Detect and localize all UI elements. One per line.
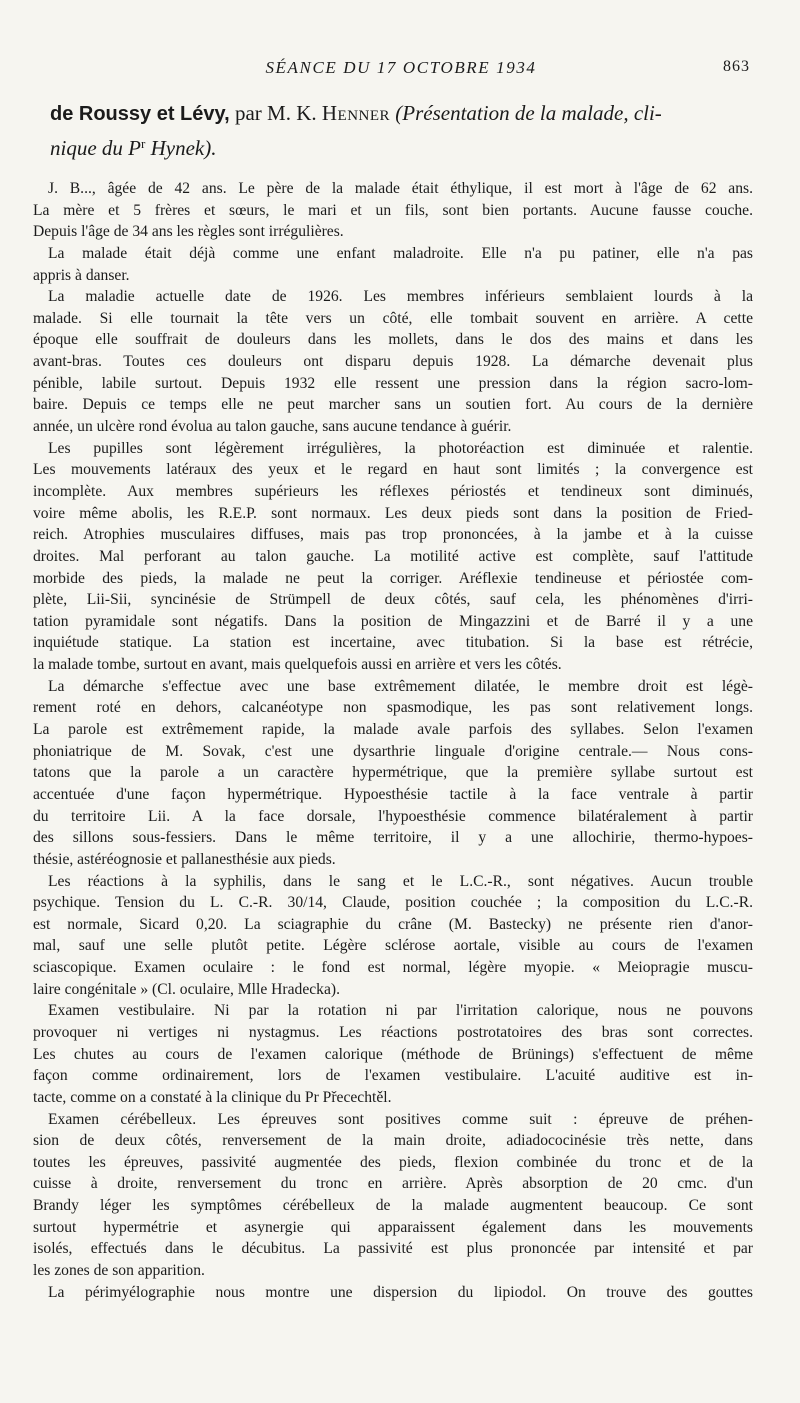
- text-line: J. B..., âgée de 42 ans. Le père de la malade était éthylique, il est mort à l'âge de 62 ans.: [48, 180, 753, 197]
- text-line: La mère et 5 frères et sœurs, le mari et un fils, sont bien portants. Aucune fausse couche.: [33, 201, 753, 219]
- text-line: toutes les épreuves, passivité augmentée des pieds, flexion combinée du tronc et de la: [33, 1153, 753, 1171]
- text-line: laire congénitale » (Cl. oculaire, Mlle Hradecka).: [33, 980, 340, 998]
- text-line: baire. Depuis ce temps elle ne peut marcher sans un soutien fort. Au cours de la dernière: [33, 396, 753, 414]
- text-line: la malade tombe, surtout en avant, mais quelquefois aussi en arrière et vers les côtés.: [33, 656, 562, 674]
- text-line: malade. Si elle tournait la tête vers un côté, elle tombait souvent en arrière. A cette: [33, 309, 753, 327]
- text-line: psychique. Tension du L. C.-R. 30/14, Claude, position couchée ; la composition du L.C.-R.: [33, 894, 753, 912]
- text-line: mal, sauf une selle plutôt petite. Légère sclérose aortale, visible au cours de l'examen: [33, 937, 753, 955]
- text-line: La périmyélographie nous montre une dispersion du lipiodol. On trouve des gouttes: [48, 1283, 753, 1301]
- text-line: cuisse à droite, renversement du tronc en arrière. Après absorption de 20 cmc. d'un: [33, 1175, 753, 1193]
- text-line: La maladie actuelle date de 1926. Les membres inférieurs semblaient lourds à la: [48, 288, 753, 306]
- text-line: accentuée d'une façon hypermétrique. Hypoesthésie tactile à la face ventrale à partir: [33, 785, 753, 803]
- text-line: Les chutes au cours de l'examen calorique (méthode de Brünings) s'effectuent de même: [33, 1045, 753, 1063]
- text-line: reich. Atrophies musculaires diffuses, mais pas trop prononcées, à la jambe et à la cuisse: [33, 526, 753, 544]
- text-line: sion de deux côtés, renversement de la main droite, adiadococinésie très nette, dans: [33, 1132, 753, 1150]
- text-line: Examen cérébelleux. Les épreuves sont positives comme suit : épreuve de préhen-: [48, 1110, 753, 1128]
- text-line: Examen vestibulaire. Ni par la rotation ni par l'irritation calorique, nous ne pouvons: [48, 1002, 753, 1020]
- text-line: année, un ulcère rond évolua au talon gauche, sans aucune tendance à guérir.: [33, 418, 512, 436]
- text-line: avant-bras. Toutes ces douleurs ont disparu depuis 1928. La démarche devenait plus: [33, 353, 753, 371]
- text-line: thésie, astéréognosie et pallanesthésie aux pieds.: [33, 850, 336, 868]
- text-line: provoquer ni vertiges ni nystagmus. Les réactions postrotatoires des bras sont correctes.: [33, 1023, 753, 1041]
- text-line: du territoire Lii. A la face dorsale, l'hypoesthésie commence bilatéralement à partir: [33, 807, 753, 825]
- running-head-title: SÉANCE DU 17 OCTOBRE 1934: [265, 58, 537, 77]
- title-italic-2: nique du P: [50, 136, 141, 160]
- article-title: [50, 99, 752, 163]
- text-line: La démarche s'effectue avec une base extrêmement dilatée, le membre droit est légè-: [48, 677, 753, 695]
- text-line: inquiétude statique. La station est incertaine, avec titubation. Si la base est rétrécie,: [33, 634, 753, 652]
- text-line: Brandy léger les symptômes cérébelleux de la malade augmentent beaucoup. Ce sont: [33, 1197, 753, 1215]
- text-line: Les mouvements latéraux des yeux et le regard en haut sont limités ; la convergence est: [33, 461, 753, 479]
- title-by: par M. K.: [229, 101, 322, 125]
- article-body: [33, 178, 753, 1303]
- running-head: [52, 58, 750, 82]
- text-line: appris à danser.: [33, 266, 130, 284]
- title-superscript: r: [140, 136, 146, 151]
- text-line: tatons que la parole a un caractère hypermétrique, que la première syllabe surtout est: [33, 764, 753, 782]
- text-line: des sillons sous-fessiers. Dans le même territoire, il y a une allochirie, thermo-hypoes-: [33, 829, 753, 847]
- text-line: est normale, Sicard 0,20. La sciagraphie du crâne (M. Bastecky) ne présente rien d'anor-: [33, 915, 753, 933]
- title-presenter: Henner: [321, 101, 391, 125]
- text-line: Les réactions à la syphilis, dans le sang et le L.C.-R., sont négatives. Aucun trouble: [48, 872, 753, 890]
- text-line: voire même abolis, les R.E.P. sont normaux. Les deux pieds sont dans la position de Fried-: [33, 504, 753, 522]
- text-line: Les pupilles sont légèrement irrégulières, la photoréaction est diminuée et ralentie.: [48, 439, 753, 457]
- text-line: façon comme ordinairement, lors de l'examen vestibulaire. L'acuité auditive est in-: [33, 1067, 753, 1085]
- text-line: époque elle souffrait de douleurs dans les mollets, dans le dos des mains et dans les: [33, 331, 753, 349]
- text-line: La malade était déjà comme une enfant maladroite. Elle n'a pu patiner, elle n'a pas: [48, 244, 753, 262]
- text-line: pénible, labile surtout. Depuis 1932 elle ressent une pression dans la région sacro-lom-: [33, 374, 753, 392]
- text-line: sciascopique. Examen oculaire : le fond est normal, légère myopie. « Meiopragie muscu-: [33, 959, 753, 977]
- text-line: morbide des pieds, la malade ne peut la corriger. Aréflexie tendineuse et périostée com-: [33, 569, 753, 587]
- text-line: incomplète. Aux membres supérieurs les réflexes périostés et tendineux sont diminués,: [33, 482, 753, 500]
- text-line: rement roté en dehors, calcanéotype non spasmodique, les pas sont relativement longs.: [33, 699, 753, 717]
- text-line: plète, Lii-Sii, syncinésie de Strümpell de deux côtés, sauf cela, les phénomènes d'irri-: [33, 591, 753, 609]
- text-line: La parole est extrêmement rapide, la malade avale parfois des syllabes. Selon l'examen: [33, 721, 753, 739]
- title-italic-3: Hynek).: [145, 136, 217, 160]
- text-line: phoniatrique de M. Sovak, c'est une dysarthrie linguale d'origine centrale.— Nous cons-: [33, 742, 753, 760]
- title-italic-1: (Présentation de la malade, cli-: [390, 101, 662, 125]
- text-line: isolés, effectués dans le décubitus. La passivité est plus prononcée par intensité et par: [33, 1240, 753, 1258]
- text-line: droites. Mal perforant au talon gauche. La motilité active est complète, sauf l'attitude: [33, 547, 753, 565]
- text-line: Depuis l'âge de 34 ans les règles sont irrégulières.: [33, 223, 344, 241]
- text-line: tacte, comme on a constaté à la clinique du Pr Přecechtěl.: [33, 1088, 392, 1106]
- page-number: 863: [723, 58, 750, 75]
- text-line: tation pyramidale sont négatifs. Dans la position de Mingazzini et de Barré il y a une: [33, 612, 753, 630]
- title-authors: de Roussy et Lévy,: [50, 103, 230, 125]
- text-line: les zones de son apparition.: [33, 1262, 205, 1280]
- text-line: surtout hypermétrie et asynergie qui apparaissent également dans les mouvements: [33, 1218, 753, 1236]
